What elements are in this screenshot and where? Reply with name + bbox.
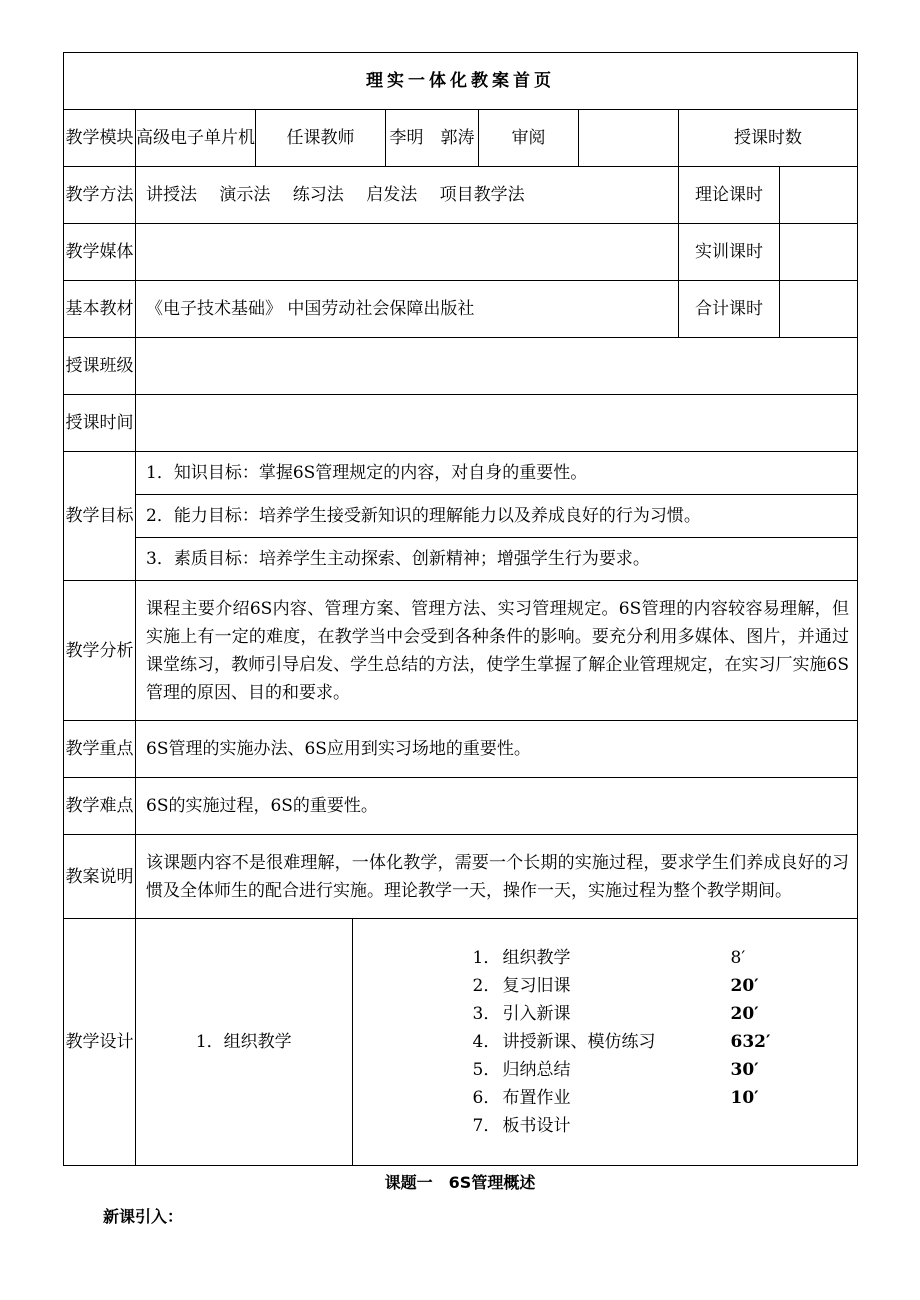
textbook-value: 《电子技术基础》 中国劳动社会保障出版社	[136, 281, 679, 338]
step-title: 归纳总结	[502, 1060, 571, 1080]
design-step	[473, 1112, 858, 1140]
objectives-cell	[136, 452, 858, 581]
objectives-label: 教学目标	[64, 452, 136, 581]
teacher-value: 李明 郭涛	[386, 110, 479, 167]
step-minutes: 632′	[730, 1032, 771, 1052]
step-number: 7．	[472, 1116, 501, 1136]
notes-text: 该课题内容不是很难理解，一体化教学，需要一个长期的实施过程，要求学生们养成良好的习惯及全体师生的配合进行实施。理论教学一天，操作一天，实施过程为整个教学期间。	[136, 835, 858, 919]
step-minutes: 30′	[730, 1060, 759, 1080]
practice-hours-value	[780, 224, 858, 281]
media-value	[136, 224, 679, 281]
time-cells	[136, 395, 858, 452]
step-number: 1．	[472, 948, 501, 968]
theory-hours-value	[780, 167, 858, 224]
method-value: 讲授法 演示法 练习法 启发法 项目教学法	[136, 167, 679, 224]
class-cells	[136, 338, 858, 395]
step-title: 组织教学	[502, 948, 571, 968]
design-steps	[352, 919, 857, 1165]
step-number: 4．	[472, 1032, 501, 1052]
class-label: 授课班级	[64, 338, 136, 395]
review-value	[579, 110, 679, 167]
analysis-text: 课程主要介绍6S内容、管理方案、管理方法、实习管理规定。6S管理的内容较容易理解，但实施上有一定的难度，在教学当中会受到各种条件的影响。要充分利用多媒体、图片，并通过课堂练习，教师引导启发、学生总结的方法，使学生掌握了解企业管理规定，在实习厂实施6S管理的原因、目的和要求。	[136, 581, 858, 721]
media-label: 教学媒体	[64, 224, 136, 281]
lesson-plan-table	[63, 52, 858, 1166]
notes-label: 教案说明	[64, 835, 136, 919]
design-step	[473, 1028, 858, 1056]
difficulties-text: 6S的实施过程，6S的重要性。	[136, 778, 858, 835]
total-hours-label: 合计课时	[679, 281, 780, 338]
step-number: 3．	[472, 1004, 501, 1024]
design-step	[473, 1056, 858, 1084]
topic-heading: 课题一 6S管理概述	[384, 1173, 536, 1192]
page-title: 理实一体化教案首页	[64, 53, 858, 110]
step-title: 引入新课	[502, 1004, 571, 1024]
textbook-label: 基本教材	[64, 281, 136, 338]
difficulties-label: 教学难点	[64, 778, 136, 835]
objective-item: 3．素质目标：培养学生主动探索、创新精神；增强学生行为要求。	[146, 549, 650, 569]
design-step	[473, 1084, 858, 1112]
review-label: 审阅	[479, 110, 579, 167]
module-value: 高级电子单片机	[136, 110, 256, 167]
step-title: 讲授新课、模仿练习	[502, 1032, 656, 1052]
design-step	[473, 972, 858, 1000]
step-number: 2．	[472, 976, 501, 996]
step-minutes: 8′	[730, 948, 746, 968]
intro-heading: 新课引入：	[103, 1207, 184, 1226]
theory-hours-label: 理论课时	[679, 167, 780, 224]
module-label: 教学模块	[64, 110, 136, 167]
analysis-label: 教学分析	[64, 581, 136, 721]
objective-item: 1．知识目标：掌握6S管理规定的内容，对自身的重要性。	[136, 452, 857, 495]
lesson-plan-sheet	[63, 52, 857, 1166]
step-title: 板书设计	[502, 1116, 571, 1136]
time-label: 授课时间	[64, 395, 136, 452]
step-title: 布置作业	[502, 1088, 571, 1108]
practice-hours-label: 实训课时	[679, 224, 780, 281]
objective-item: 2．能力目标：培养学生接受新知识的理解能力以及养成良好的行为习惯。	[136, 495, 857, 538]
key-points-label: 教学重点	[64, 721, 136, 778]
key-points-text: 6S管理的实施办法、6S应用到实习场地的重要性。	[136, 721, 858, 778]
design-step	[473, 944, 858, 972]
design-left: 1．组织教学	[136, 919, 352, 1165]
step-title: 复习旧课	[502, 976, 571, 996]
total-hours-value	[780, 281, 858, 338]
method-label: 教学方法	[64, 167, 136, 224]
step-minutes: 20′	[730, 1004, 759, 1024]
step-minutes: 10′	[730, 1088, 759, 1108]
step-number: 6．	[472, 1088, 501, 1108]
teacher-label: 任课教师	[256, 110, 386, 167]
design-step	[473, 1000, 858, 1028]
design-label: 教学设计	[64, 919, 136, 1166]
step-minutes: 20′	[730, 976, 759, 996]
hours-label: 授课时数	[679, 110, 858, 167]
step-number: 5．	[472, 1060, 501, 1080]
design-cell	[136, 919, 858, 1166]
